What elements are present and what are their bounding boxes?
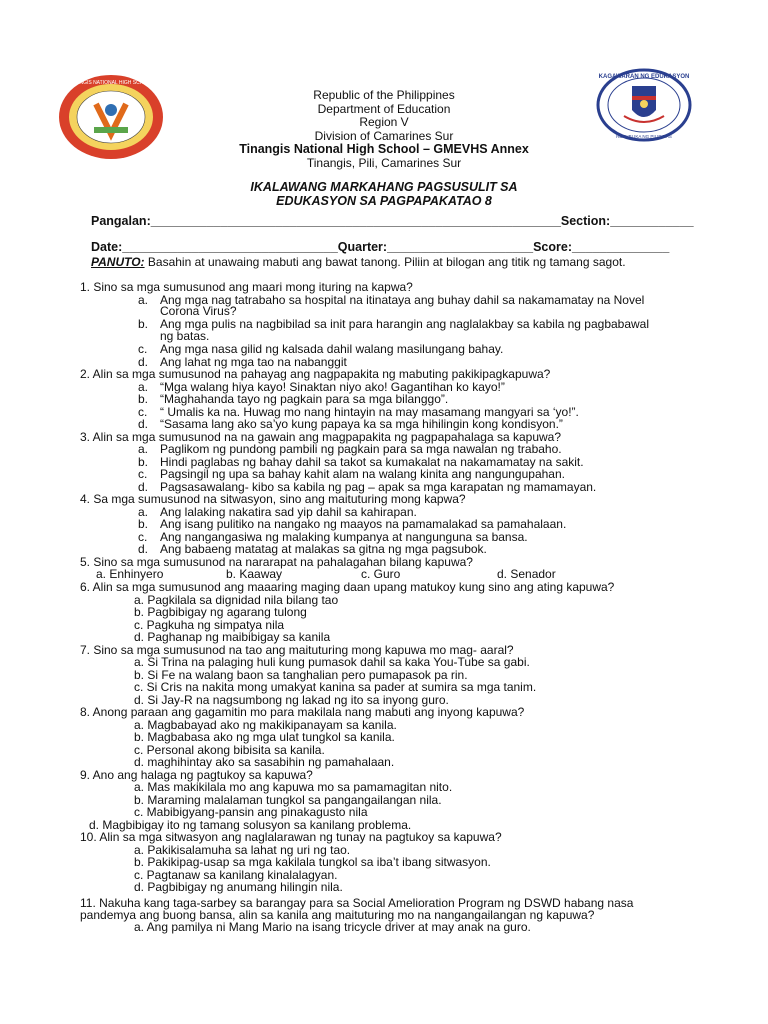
option-text: Ang mga nasa gilid ng kalsada dahil walang masilungang bahay. [160, 342, 504, 356]
option-10a[interactable]: a. Pakikisalamuha sa lahat ng uri ng tao. [134, 843, 351, 857]
option-text: Ang babaeng matatag at malakas sa gitna ng mga pagsubok. [160, 542, 487, 556]
option-6d[interactable]: d. Paghanap ng maibibigay sa kanila [134, 630, 331, 644]
option-1c[interactable]: c. Ang mga nasa gilid ng kalsada dahil walang masilungang bahay. [138, 342, 504, 356]
option-3d[interactable]: d. Pagsasawalang- kibo sa kabila ng pag – apak sa mga karapatan ng mamamayan. [138, 480, 597, 494]
option-10d[interactable]: d. Pagbibigay ng anumang hilingin nila. [134, 880, 343, 894]
option-text: Ang nangangasiwa ng malaking kumpanya at nangunguna sa bansa. [160, 530, 528, 544]
option-text: “Sasama lang ako sa’yo kung papaya ka sa mga hihilingin kong kondisyon.” [160, 417, 563, 431]
option-11a[interactable]: a. Ang pamilya ni Mang Mario na isang tricycle driver at may anak na guro. [134, 920, 531, 934]
option-text: Pagsasawalang- kibo sa kabila ng pag – apak sa mga karapatan ng mamamayan. [160, 480, 597, 494]
option-7c[interactable]: c. Si Cris na nakita mong umakyat kanina sa pader at sumira sa mga tanim. [134, 680, 537, 694]
question-11-cont: pandemya ang buong bansa, alin sa kanila ang maituturing mo na nangangailangan ng kapuwa? [80, 908, 595, 922]
svg-text:KAGAWARAN NG EDUKASYON: KAGAWARAN NG EDUKASYON [598, 74, 690, 80]
date-quarter-score-field[interactable]: Date:_______________________________Quarter:_____________________Score:______________ [91, 240, 670, 254]
option-3c[interactable]: c. Pagsingil ng upa sa bahay kahit alam na walang kinita ang nangungupahan. [138, 467, 565, 481]
option-10c[interactable]: c. Pagtanaw sa kanilang kinalalagyan. [134, 868, 338, 882]
option-8d[interactable]: d. maghihintay ako sa sasabihin ng pamahalaan. [134, 755, 395, 769]
exam-title-line2: EDUKASYON SA PAGPAPAKATAO 8 [276, 194, 492, 208]
option-4a[interactable]: a. Ang lalaking nakatira sad yip dahil sa kahirapan. [138, 505, 417, 519]
option-5b[interactable]: b. Kaaway [226, 567, 283, 581]
header-republic: Republic of the Philippines [313, 88, 455, 102]
option-4c[interactable]: c. Ang nangangasiwa ng malaking kumpanya at nangunguna sa bansa. [138, 530, 528, 544]
svg-text:REPUBLIKA NG PILIPINAS: REPUBLIKA NG PILIPINAS [616, 134, 672, 139]
option-1a-cont: Corona Virus? [160, 304, 237, 318]
question-1: 1. Sino sa mga sumusunod ang maari mong ituring na kapwa? [80, 280, 413, 294]
question-6: 6. Alin sa mga sumusunod ang maaaring maging daan upang matukoy kung sino ang ating kapuwa? [80, 580, 615, 594]
option-text: “Maghahanda tayo ng pagkain para sa mga bilanggo”. [160, 392, 449, 406]
option-7a[interactable]: a. Si Trina na palaging huli kung pumasok dahil sa kaka You-Tube sa gabi. [134, 655, 530, 669]
option-5a[interactable]: a. Enhinyero [96, 567, 164, 581]
option-5c[interactable]: c. Guro [361, 567, 401, 581]
question-8: 8. Anong paraan ang gagamitin mo para makilala nang mabuti ang inyong kapuwa? [80, 705, 525, 719]
question-11: 11. Nakuha kang taga-sarbey sa barangay para sa Social Amelioration Program ng DSWD habang nasa [80, 896, 634, 910]
option-2b[interactable]: b. “Maghahanda tayo ng pagkain para sa mga bilanggo”. [138, 392, 449, 406]
option-9d[interactable]: d. Magbibigay ito ng tamang solusyon sa kanilang problema. [89, 818, 412, 832]
option-7d[interactable]: d. Si Jay-R na nagsumbong ng lakad ng ito sa inyong guro. [134, 693, 449, 707]
instructions [91, 255, 626, 269]
option-4d[interactable]: d. Ang babaeng matatag at malakas sa gitna ng mga pagsubok. [138, 542, 487, 556]
option-text: Ang mga nag tatrabaho sa hospital na itinataya ang buhay dahil sa nakamamatay na Novel [160, 293, 645, 307]
option-1a[interactable]: a. Ang mga nag tatrabaho sa hospital na itinataya ang buhay dahil sa nakamamatay na Novel [138, 293, 645, 307]
instructions-label: PANUTO: [91, 255, 145, 269]
header-address: Tinangis, Pili, Camarines Sur [306, 155, 462, 170]
letterhead [0, 89, 768, 170]
instructions-text: Basahin at unawaing mabuti ang bawat tanong. Piliin at bilogan ang titik ng tamang sagot. [144, 255, 626, 269]
option-text: “Mga walang hiya kayo! Sinaktan niyo ako! Gagantihan ko kayo!” [160, 380, 505, 394]
exam-title [0, 180, 768, 208]
option-text: Hindi paglabas ng bahay dahil sa takot sa kumakalat na nakamamatay na sakit. [160, 455, 584, 469]
option-9b[interactable]: b. Maraming malalaman tungkol sa pangangailangan nila. [134, 793, 442, 807]
option-5d[interactable]: d. Senador [497, 567, 556, 581]
option-6a[interactable]: a. Pagkilala sa dignidad nila bilang tao [134, 593, 339, 607]
option-9a[interactable]: a. Mas makikilala mo ang kapuwa mo sa pamamagitan nito. [134, 780, 453, 794]
header-department: Department of Education [317, 101, 451, 116]
question-7: 7. Sino sa mga sumusunod na tao ang maituturing mong kapuwa mo mag- aaral? [80, 643, 514, 657]
option-text: “ Umalis ka na. Huwag mo nang hintayin na may masamang mangyari sa ‘yo!”. [160, 405, 579, 419]
exam-title-line1: IKALAWANG MARKAHANG PAGSUSULIT SA [250, 180, 518, 194]
option-8c[interactable]: c. Personal akong bibisita sa kanila. [134, 743, 325, 757]
question-10: 10. Alin sa mga sitwasyon ang naglalarawan ng tunay na pagtukoy sa kapuwa? [80, 830, 502, 844]
option-10b[interactable]: b. Pakikipag-usap sa mga kakilala tungkol sa iba’t ibang sitwasyon. [134, 855, 491, 869]
question-2: 2. Alin sa mga sumusunod na pahayag ang nagpapakita ng mabuting pakikipagkapuwa? [80, 367, 551, 381]
option-6c[interactable]: c. Pagkuha ng simpatya nila [134, 618, 285, 632]
option-text: Ang isang pulitiko na nangako ng maayos na pamamalakad sa pamahalaan. [160, 517, 567, 531]
option-8a[interactable]: a. Magbabayad ako ng makikipanayam sa kanila. [134, 718, 397, 732]
svg-text:TINANGIS NATIONAL HIGH SCHOOL: TINANGIS NATIONAL HIGH SCHOOL [68, 80, 154, 86]
question-9: 9. Ano ang halaga ng pagtukoy sa kapuwa? [80, 768, 313, 782]
question-4: 4. Sa mga sumusunod na sitwasyon, sino ang maituturing mong kapwa? [80, 492, 466, 506]
option-6b[interactable]: b. Pagbibigay ng agarang tulong [134, 605, 307, 619]
option-1b[interactable]: b. Ang mga pulis na nagbibilad sa init para harangin ang naglalakbay sa kabila ng pagbabawal [138, 317, 650, 331]
name-section-field[interactable]: Pangalan:___________________________________________________________Section:____________ [91, 214, 694, 228]
question-3: 3. Alin sa mga sumusunod na na gawain ang magpapakita ng pagpapahalaga sa kapuwa? [80, 430, 562, 444]
option-2d[interactable]: d. “Sasama lang ako sa’yo kung papaya ka sa mga hihilingin kong kondisyon.” [138, 417, 563, 431]
option-1b-cont: ng batas. [160, 329, 210, 343]
header-region: Region V [359, 115, 409, 129]
option-text: Ang mga pulis na nagbibilad sa init para harangin ang naglalakbay sa kabila ng pagbabawal [160, 317, 650, 331]
option-2a[interactable]: a. “Mga walang hiya kayo! Sinaktan niyo ako! Gagantihan ko kayo!” [138, 380, 505, 394]
option-4b[interactable]: b. Ang isang pulitiko na nangako ng maayos na pamamalakad sa pamahalaan. [138, 517, 567, 531]
option-7b[interactable]: b. Si Fe na walang baon sa tanghalian pero pumapasok pa rin. [134, 668, 468, 682]
option-2c[interactable]: c. “ Umalis ka na. Huwag mo nang hintayin na may masamang mangyari sa ‘yo!”. [138, 405, 579, 419]
option-text: Paglikom ng pundong pambili ng pagkain para sa mga nawalan ng trabaho. [160, 442, 562, 456]
option-8b[interactable]: b. Magbabasa ako ng mga ulat tungkol sa kanila. [134, 730, 395, 744]
option-1d[interactable]: d. Ang lahat ng mga tao na nabanggit [138, 355, 347, 369]
option-3b[interactable]: b. Hindi paglabas ng bahay dahil sa takot sa kumakalat na nakamamatay na sakit. [138, 455, 584, 469]
option-9c[interactable]: c. Mabibigyang-pansin ang pinakagusto nila [134, 805, 368, 819]
option-3a[interactable]: a. Paglikom ng pundong pambili ng pagkain para sa mga nawalan ng trabaho. [138, 442, 562, 456]
question-5: 5. Sino sa mga sumusunod na nararapat na pahalagahan bilang kapuwa? [80, 555, 473, 569]
option-text: Ang lalaking nakatira sad yip dahil sa kahirapan. [160, 505, 417, 519]
option-text: Ang lahat ng mga tao na nabanggit [160, 355, 347, 369]
header-school: Tinangis National High School – GMEVHS Annex [239, 142, 529, 156]
header-division: Division of Camarines Sur [314, 128, 454, 143]
option-text: Pagsingil ng upa sa bahay kahit alam na walang kinita ang nangungupahan. [160, 467, 565, 481]
